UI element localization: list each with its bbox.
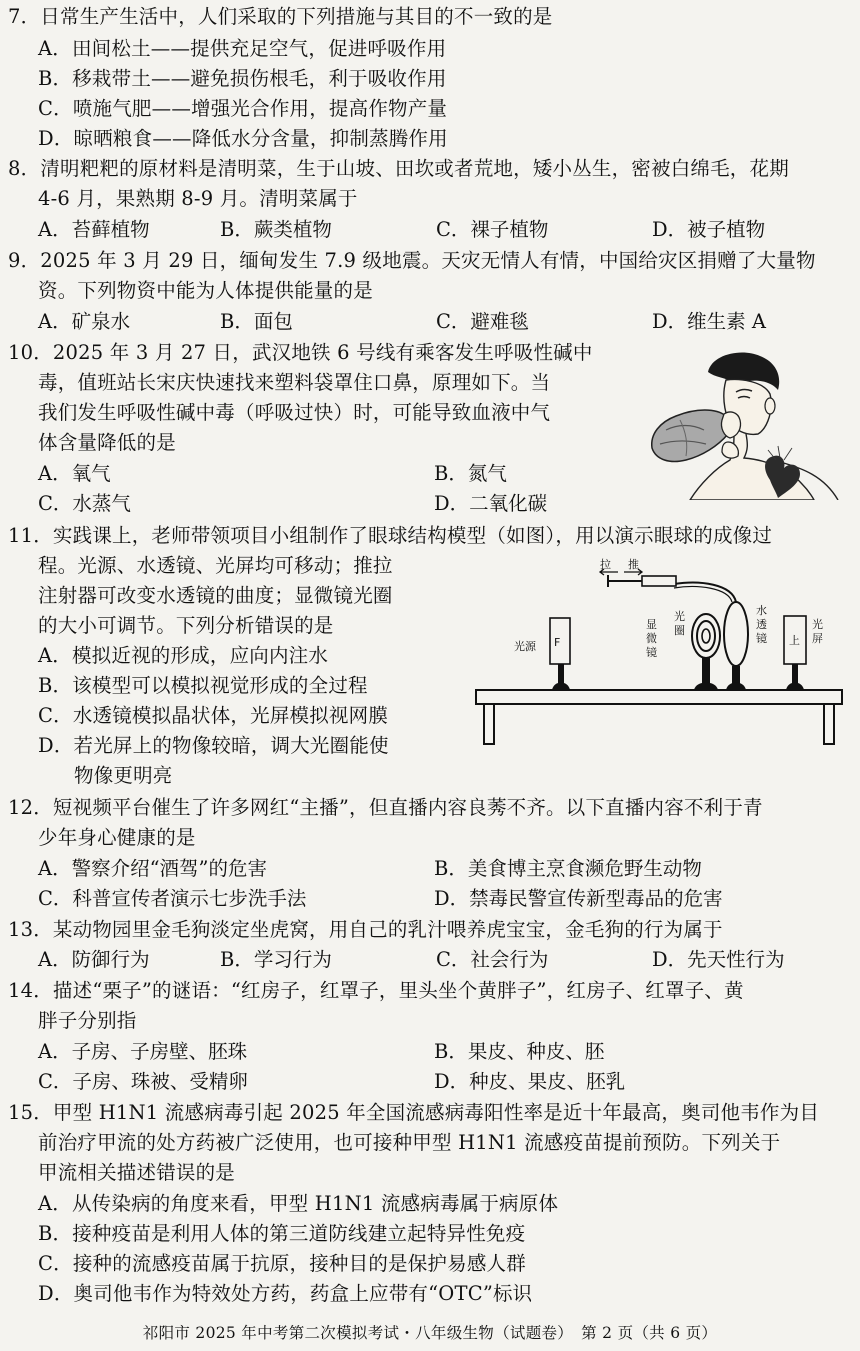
q11-stem-line4: 的大小可调节。下列分析错误的是 (38, 614, 334, 637)
q15-option-c: C．接种的流感疫苗属于抗原，接种目的是保护易感人群 (38, 1252, 526, 1275)
water-lens-label-3: 镜 (756, 632, 767, 645)
q15-stem-line3: 甲流相关描述错误的是 (38, 1161, 236, 1184)
q11-option-d-line2: 物像更明亮 (74, 764, 173, 787)
q7-stem: 7．日常生产生活中，人们采取的下列措施与其目的不一致的是 (8, 5, 553, 28)
screen-label-2: 屏 (812, 632, 823, 645)
q9-option-d: D．维生素 A (652, 310, 766, 333)
screen-char: 上 (789, 634, 800, 647)
q11-stem-line1: 11．实践课上，老师带领项目小组制作了眼球结构模型（如图），用以演示眼球的成像过 (8, 524, 773, 547)
page-footer: 祁阳市 2025 年中考第二次模拟考试・八年级生物（试题卷） 第 2 页（共 6 页） (142, 1324, 718, 1342)
q8-stem-line1: 8．清明粑粑的原材料是清明菜，生于山坡、田坎或者荒地，矮小丛生，密被白绵毛，花期 (8, 157, 789, 180)
q14-option-a: A．子房、子房壁、胚珠 (38, 1040, 248, 1063)
q14-option-d: D．种皮、果皮、胚乳 (434, 1070, 626, 1093)
aperture-label-1: 光 (674, 610, 685, 623)
light-source-label: 光源 (514, 640, 536, 653)
q8-option-b: B．蕨类植物 (220, 218, 332, 241)
q13-option-c: C．社会行为 (436, 948, 549, 971)
microscope-label-1: 显 (646, 618, 657, 631)
q8-option-c: C．裸子植物 (436, 218, 549, 241)
q13-option-a: A．防御行为 (38, 948, 150, 971)
microscope-label-3: 镜 (646, 646, 657, 659)
screen-label-1: 光 (812, 618, 823, 631)
q8-option-d: D．被子植物 (652, 218, 766, 241)
q11-option-b: B．该模型可以模拟视觉形成的全过程 (38, 674, 368, 697)
q10-option-d: D．二氧化碳 (434, 492, 548, 515)
q14-option-b: B．果皮、种皮、胚 (434, 1040, 605, 1063)
q11-stem-line2: 程。光源、水透镜、光屏均可移动；推拉 (38, 554, 393, 577)
q10-option-c: C．水蒸气 (38, 492, 131, 515)
q11-option-d-line1: D．若光屏上的物像较暗，调大光圈能使 (38, 734, 389, 757)
q7-option-c: C．喷施气肥——增强光合作用，提高作物产量 (38, 97, 448, 120)
q9-stem-line2: 资。下列物资中能为人体提供能量的是 (38, 279, 373, 302)
aperture-label-2: 圈 (674, 624, 685, 637)
q12-option-c: C．科普宣传者演示七步洗手法 (38, 887, 307, 910)
q12-stem-line2: 少年身心健康的是 (38, 826, 196, 849)
q9-option-c: C．避难毯 (436, 310, 529, 333)
q14-option-c: C．子房、珠被、受精卵 (38, 1070, 248, 1093)
q14-stem-line2: 胖子分别指 (38, 1009, 137, 1032)
q15-stem-line1: 15．甲型 H1N1 流感病毒引起 2025 年全国流感病毒阳性率是近十年最高，奥司他韦作为目 (8, 1101, 820, 1124)
q8-option-a: A．苔藓植物 (38, 218, 150, 241)
q8-stem-line2: 4-6 月，果熟期 8-9 月。清明菜属于 (38, 187, 358, 210)
q10-option-b: B．氮气 (434, 462, 507, 485)
q13-option-d: D．先天性行为 (652, 948, 785, 971)
q13-stem: 13．某动物园里金毛狗淡定坐虎窝，用自己的乳汁喂养虎宝宝，金毛狗的行为属于 (8, 918, 723, 941)
q7-option-a: A．田间松土——提供充足空气，促进呼吸作用 (38, 37, 447, 60)
eyeball-model-figure (470, 558, 850, 758)
q9-option-a: A．矿泉水 (38, 310, 131, 333)
pull-label: 拉 (600, 558, 611, 571)
q15-option-b: B．接种疫苗是利用人体的第三道防线建立起特异性免疫 (38, 1222, 526, 1245)
q10-stem-line1: 10．2025 年 3 月 27 日，武汉地铁 6 号线有乘客发生呼吸性碱中 (8, 341, 593, 364)
q10-stem-line3: 我们发生呼吸性碱中毒（呼吸过快）时，可能导致血液中气 (38, 401, 551, 424)
push-label: 推 (628, 558, 639, 571)
microscope-label-2: 微 (646, 632, 657, 645)
q7-option-b: B．移栽带土——避免损伤根毛，利于吸收作用 (38, 67, 447, 90)
q12-option-b: B．美食博主烹食濒危野生动物 (434, 857, 702, 880)
q10-option-a: A．氧气 (38, 462, 111, 485)
q12-option-a: A．警察介绍“酒驾”的危害 (38, 857, 268, 880)
q9-option-b: B．面包 (220, 310, 293, 333)
water-lens-label-1: 水 (756, 604, 767, 617)
q11-option-c: C．水透镜模拟晶状体，光屏模拟视网膜 (38, 704, 389, 727)
q14-stem-line1: 14．描述“栗子”的谜语：“红房子，红罩子，里头坐个黄胖子”，红房子、红罩子、黄 (8, 979, 744, 1002)
breathing-bag-figure (630, 350, 845, 500)
q12-option-d: D．禁毒民警宣传新型毒品的危害 (434, 887, 723, 910)
q11-stem-line3: 注射器可改变水透镜的曲度；显微镜光圈 (38, 584, 393, 607)
water-lens-label-2: 透 (756, 618, 767, 631)
q12-stem-line1: 12．短视频平台催生了许多网红“主播”，但直播内容良莠不齐。以下直播内容不利于青 (8, 796, 763, 819)
q15-option-d: D．奥司他韦作为特效处方药，药盒上应带有“OTC”标识 (38, 1282, 533, 1305)
q10-stem-line2: 毒，值班站长宋庆快速找来塑料袋罩住口鼻，原理如下。当 (38, 371, 551, 394)
q15-stem-line2: 前治疗甲流的处方药被广泛使用，也可接种甲型 H1N1 流感疫苗提前预防。下列关于 (38, 1131, 781, 1154)
q15-option-a: A．从传染病的角度来看，甲型 H1N1 流感病毒属于病原体 (38, 1192, 559, 1215)
light-source-char: F (554, 636, 561, 649)
q9-stem-line1: 9．2025 年 3 月 29 日，缅甸发生 7.9 级地震。天灾无情人有情，中国给灾区捐赠了大量物 (8, 249, 816, 272)
q7-option-d: D．晾晒粮食——降低水分含量，抑制蒸腾作用 (38, 127, 448, 150)
q11-option-a: A．模拟近视的形成，应向内注水 (38, 644, 329, 667)
q13-option-b: B．学习行为 (220, 948, 332, 971)
q10-stem-line4: 体含量降低的是 (38, 431, 176, 454)
